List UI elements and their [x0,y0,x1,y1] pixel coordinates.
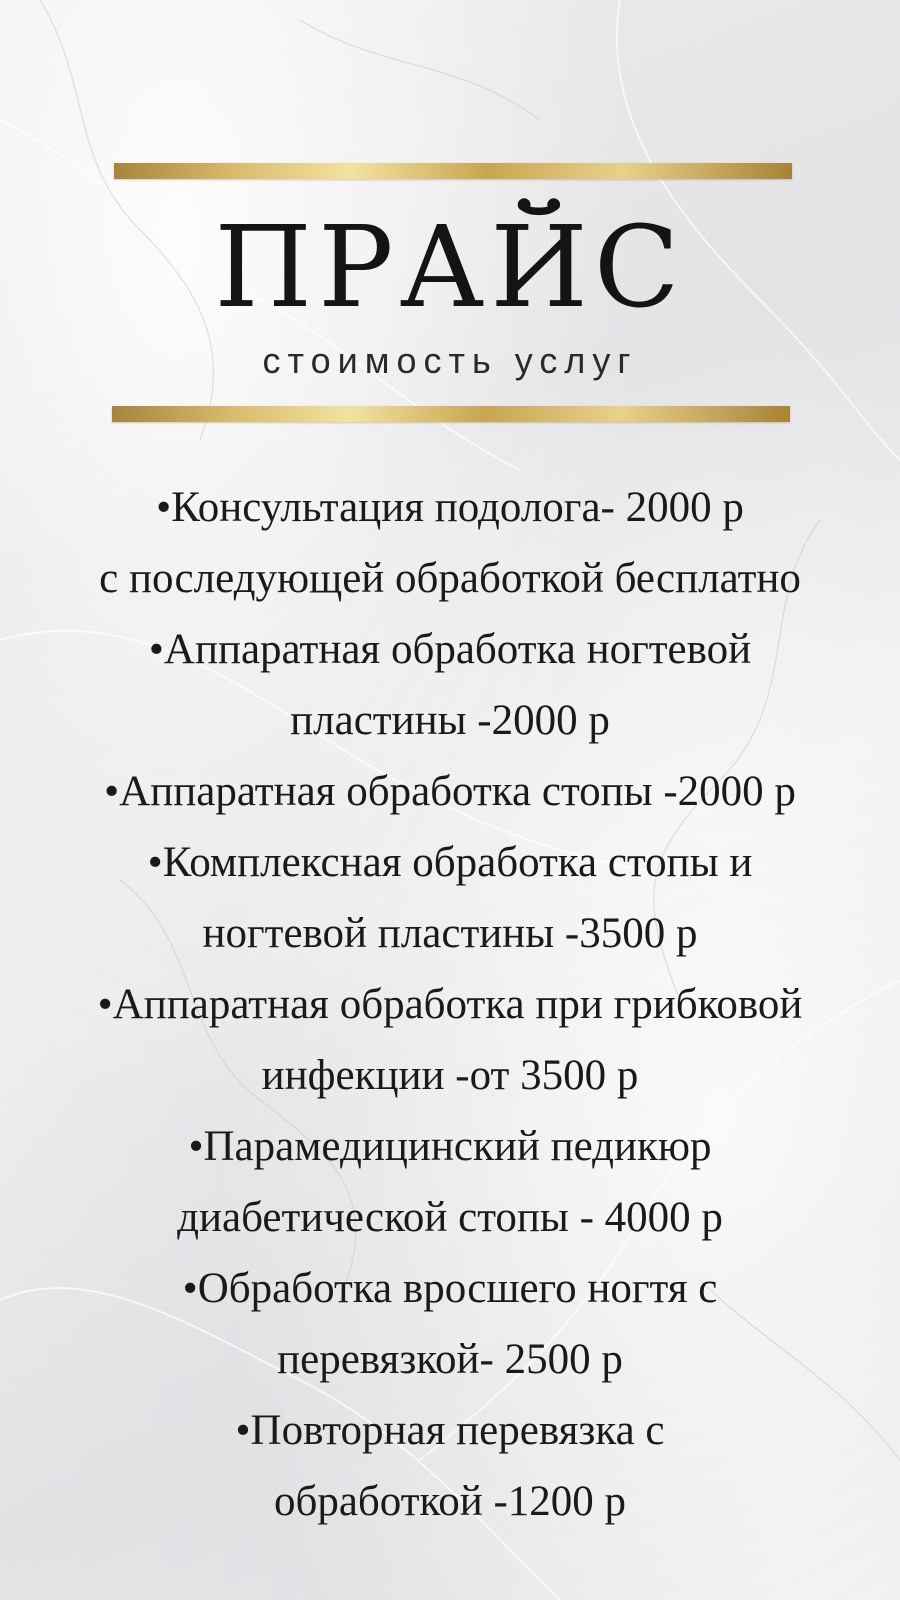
price-line: •Обработка вросшего ногтя с [182,1265,718,1312]
page-title: ПРАЙС [214,203,686,333]
price-line: •Парамедицинский педикюр [188,1123,712,1170]
price-line: •Повторная перевязка с [235,1407,665,1454]
price-list [30,472,870,1537]
gold-divider-top [114,163,792,179]
price-line: перевязкой- 2500 р [277,1336,623,1383]
price-line: ногтевой пластины -3500 р [202,910,698,957]
price-line: пластины -2000 р [290,697,610,744]
price-line: диабетической стопы - 4000 р [177,1194,723,1241]
price-line: •Аппаратная обработка стопы -2000 р [104,768,796,815]
page-subtitle: стоимость услуг [262,340,638,381]
price-line: с последующей обработкой бесплатно [99,555,801,602]
price-line: •Комплексная обработка стопы и [147,839,753,886]
price-line: обработкой -1200 р [273,1478,627,1525]
gold-divider-bottom [112,406,790,422]
price-line: инфекции -от 3500 р [261,1052,639,1099]
price-line: •Аппаратная обработка ногтевой [148,626,752,673]
price-line: •Аппаратная обработка при грибковой [97,981,803,1028]
price-line: •Консультация подолога- 2000 р [156,484,744,531]
